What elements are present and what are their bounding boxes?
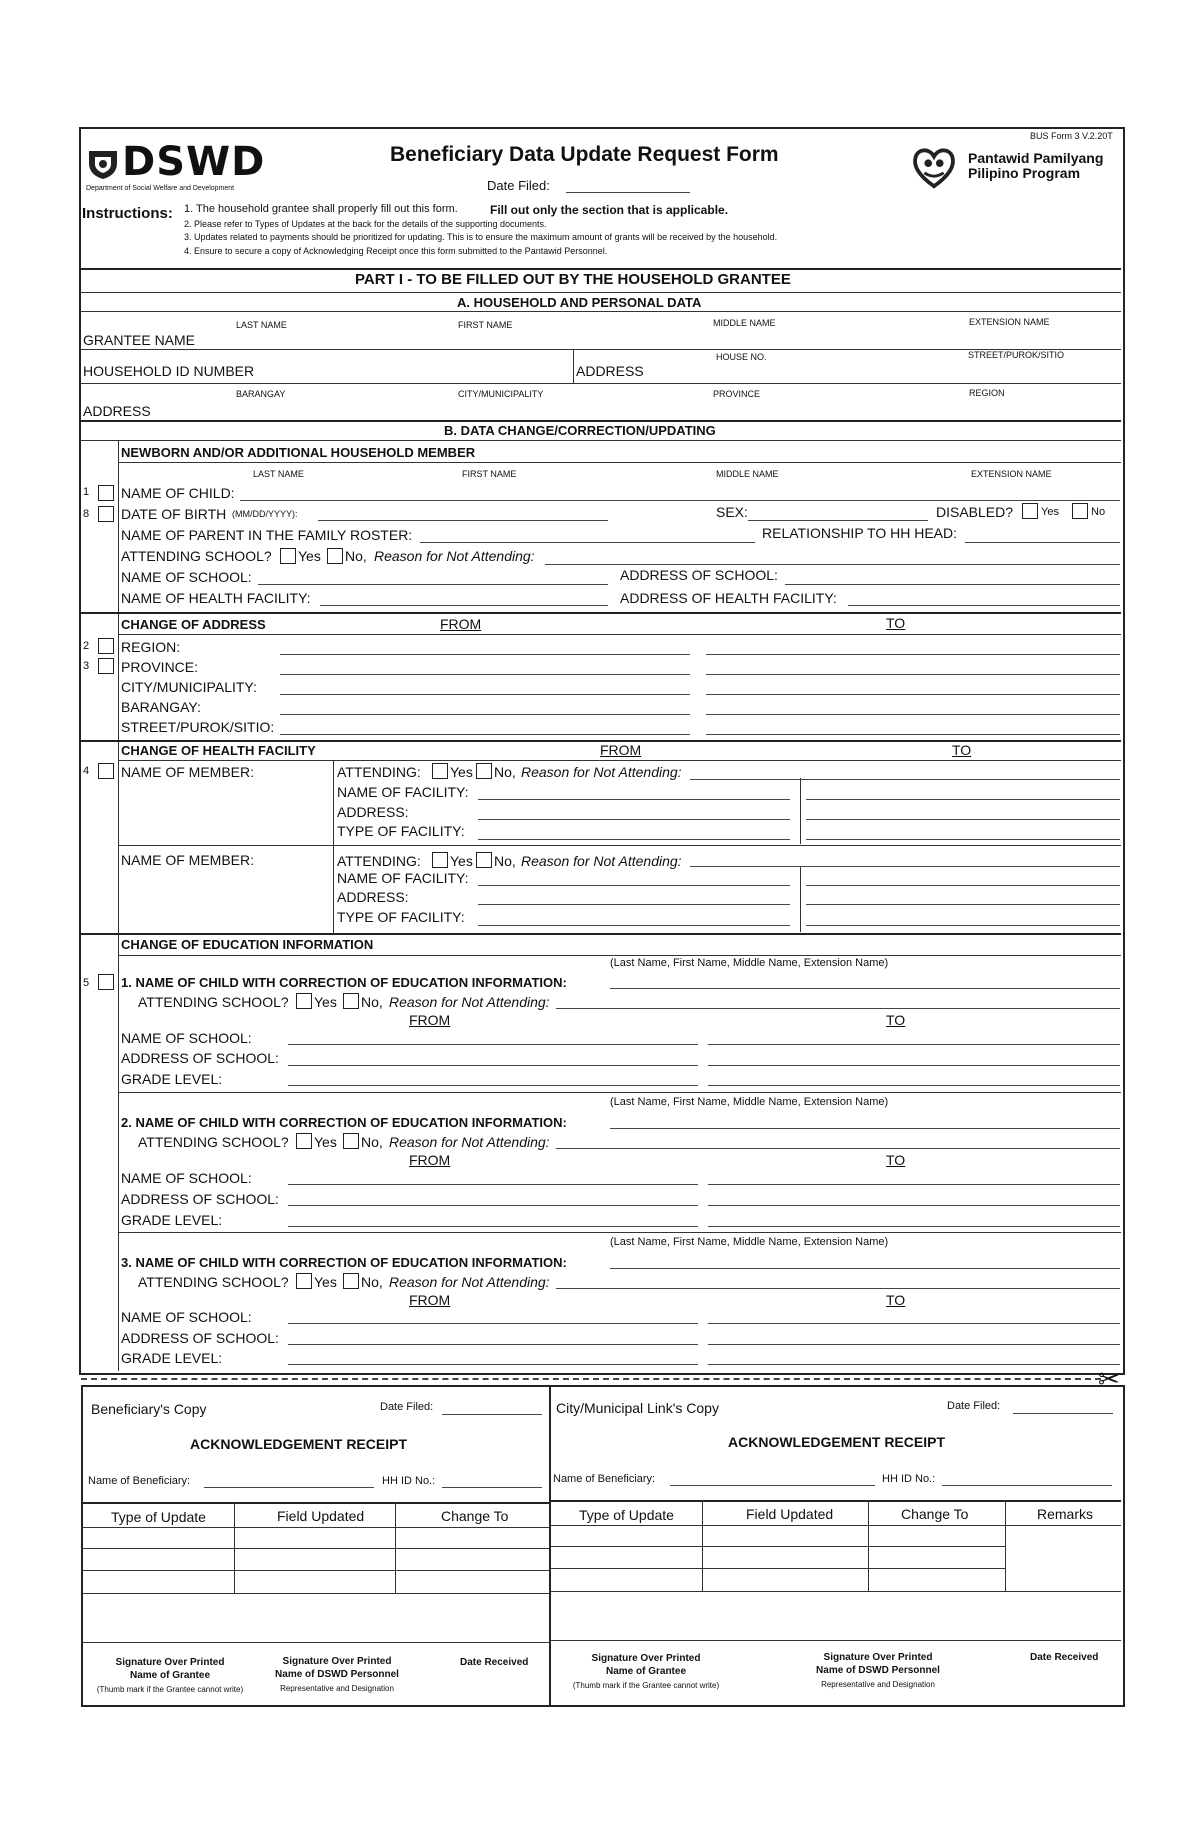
right-col-type: Type of Update bbox=[579, 1507, 674, 1523]
left-col-field: Field Updated bbox=[277, 1508, 365, 1524]
education-change-title: CHANGE OF EDUCATION INFORMATION bbox=[121, 937, 374, 952]
health-address-label: ADDRESS OF HEALTH FACILITY: bbox=[620, 590, 837, 606]
child3-to-label: TO bbox=[886, 1292, 906, 1308]
right-copy-label: City/Municipal Link's Copy bbox=[556, 1400, 719, 1416]
child2-no-label: No, bbox=[361, 1134, 383, 1150]
grantee-name-label: GRANTEE NAME bbox=[83, 332, 196, 348]
newborn-checkbox-8[interactable] bbox=[98, 506, 114, 522]
member2-label: NAME OF MEMBER: bbox=[121, 852, 255, 868]
row-number-1: 1 bbox=[83, 486, 90, 498]
disabled-yes-label: Yes bbox=[1041, 506, 1059, 518]
left-sig2-c: Representative and Designation bbox=[280, 1684, 394, 1693]
left-beneficiary-input[interactable] bbox=[204, 1487, 374, 1488]
addr-col-city: CITY/MUNICIPALITY bbox=[458, 389, 544, 399]
reason-label: Reason for Not Attending: bbox=[374, 548, 535, 564]
member1-no-label: No, bbox=[494, 764, 516, 780]
part1-title: PART I - TO BE FILLED OUT BY THE HOUSEHOLD GRANTEE bbox=[355, 271, 791, 288]
household-id-label: HOUSEHOLD ID NUMBER bbox=[83, 363, 255, 379]
school-address-label: ADDRESS OF SCHOOL: bbox=[620, 567, 778, 583]
child3-title: 3. NAME OF CHILD WITH CORRECTION OF EDUCATION INFORMATION: bbox=[121, 1255, 567, 1270]
child3-yes-checkbox[interactable] bbox=[296, 1273, 312, 1289]
section-b-title: B. DATA CHANGE/CORRECTION/UPDATING bbox=[444, 423, 716, 438]
name-of-child-label: NAME OF CHILD: bbox=[121, 485, 235, 501]
date-filed-label: Date Filed: bbox=[487, 178, 550, 193]
left-sig1-a: Signature Over Printed bbox=[115, 1657, 225, 1668]
right-col-field: Field Updated bbox=[746, 1506, 834, 1522]
left-copy-label: Beneficiary's Copy bbox=[91, 1401, 207, 1417]
address-label: ADDRESS bbox=[576, 363, 644, 379]
addr-col-region: REGION bbox=[969, 388, 1005, 398]
city-label: CITY/MUNICIPALITY: bbox=[121, 679, 257, 695]
relationship-input[interactable] bbox=[965, 542, 1120, 543]
child2-title: 2. NAME OF CHILD WITH CORRECTION OF EDUCATION INFORMATION: bbox=[121, 1115, 567, 1130]
child2-school-label: NAME OF SCHOOL: bbox=[121, 1170, 252, 1186]
child2-name-hint: (Last Name, First Name, Middle Name, Extension Name) bbox=[610, 1096, 889, 1108]
child1-title: 1. NAME OF CHILD WITH CORRECTION OF EDUCATION INFORMATION: bbox=[121, 975, 567, 990]
region-label: REGION: bbox=[121, 639, 181, 655]
addr-col-province: PROVINCE bbox=[713, 389, 761, 399]
child3-no-label: No, bbox=[361, 1274, 383, 1290]
sex-input[interactable] bbox=[748, 520, 928, 521]
attending-yes-checkbox[interactable] bbox=[280, 548, 296, 564]
school-name-input[interactable] bbox=[258, 584, 608, 585]
health-name-input[interactable] bbox=[320, 605, 608, 606]
child1-name-input[interactable] bbox=[610, 988, 1120, 989]
address-from-label: FROM bbox=[440, 616, 482, 632]
attending-no-checkbox[interactable] bbox=[327, 548, 343, 564]
child3-name-hint: (Last Name, First Name, Middle Name, Extension Name) bbox=[610, 1236, 889, 1248]
left-hhid-label: HH ID No.: bbox=[382, 1475, 436, 1487]
left-date-filed-label: Date Filed: bbox=[380, 1401, 434, 1413]
right-sig1-c: (Thumb mark if the Grantee cannot write) bbox=[572, 1681, 720, 1690]
dob-input[interactable] bbox=[318, 520, 608, 521]
member2-facility-label: NAME OF FACILITY: bbox=[337, 870, 469, 886]
relationship-label: RELATIONSHIP TO HH HEAD: bbox=[762, 525, 958, 541]
member2-attending-label: ATTENDING: bbox=[337, 853, 421, 869]
left-sig3: Date Received bbox=[460, 1657, 529, 1668]
sex-label: SEX: bbox=[716, 504, 748, 520]
right-hhid-input[interactable] bbox=[942, 1485, 1112, 1486]
attending-yes-label: Yes bbox=[298, 548, 321, 564]
program-name-2: Pilipino Program bbox=[968, 165, 1081, 181]
child2-grade-label: GRADE LEVEL: bbox=[121, 1212, 223, 1228]
date-filed-line[interactable] bbox=[566, 192, 690, 193]
child1-no-label: No, bbox=[361, 994, 383, 1010]
instruction-1-emphasis: Fill out only the section that is applicable. bbox=[490, 203, 729, 217]
child1-reason-label: Reason for Not Attending: bbox=[389, 994, 550, 1010]
member2-address-label: ADDRESS: bbox=[337, 889, 409, 905]
child2-from-label: FROM bbox=[409, 1152, 451, 1168]
child2-school-addr-label: ADDRESS OF SCHOOL: bbox=[121, 1191, 279, 1207]
form-title: Beneficiary Data Update Request Form bbox=[390, 143, 779, 166]
dswd-shield-icon bbox=[86, 147, 120, 181]
disabled-yes-checkbox[interactable] bbox=[1022, 503, 1038, 519]
child3-reason-label: Reason for Not Attending: bbox=[389, 1274, 550, 1290]
right-col-remarks: Remarks bbox=[1037, 1506, 1094, 1522]
left-sig2-b: Name of DSWD Personnel bbox=[275, 1669, 399, 1680]
school-address-input[interactable] bbox=[785, 584, 1120, 585]
member1-no-checkbox[interactable] bbox=[476, 763, 492, 779]
nb-col-last: LAST NAME bbox=[253, 469, 304, 479]
name-col-ext: EXTENSION NAME bbox=[969, 317, 1050, 327]
row-number-3: 3 bbox=[83, 660, 90, 672]
disabled-no-checkbox[interactable] bbox=[1072, 503, 1088, 519]
cut-line bbox=[81, 1378, 1101, 1380]
child3-from-label: FROM bbox=[409, 1292, 451, 1308]
child3-attending-label: ATTENDING SCHOOL? bbox=[138, 1274, 289, 1290]
left-sig1-b: Name of Grantee bbox=[129, 1670, 211, 1681]
instruction-1: 1. The household grantee shall properly fill out this form. bbox=[184, 203, 458, 215]
row-number-8: 8 bbox=[83, 508, 90, 520]
child2-attending-label: ATTENDING SCHOOL? bbox=[138, 1134, 289, 1150]
left-beneficiary-label: Name of Beneficiary: bbox=[88, 1475, 191, 1487]
left-receipt-title: ACKNOWLEDGEMENT RECEIPT bbox=[190, 1436, 407, 1452]
row-number-2: 2 bbox=[83, 640, 90, 652]
address-change-title: CHANGE OF ADDRESS bbox=[121, 617, 266, 632]
member1-address-label: ADDRESS: bbox=[337, 804, 409, 820]
program-name-1: Pantawid Pamilyang bbox=[968, 150, 1104, 166]
education-checkbox-5[interactable] bbox=[98, 974, 114, 990]
section-a-title: A. HOUSEHOLD AND PERSONAL DATA bbox=[457, 295, 702, 310]
health-checkbox-4[interactable] bbox=[98, 763, 114, 779]
left-sig1-c: (Thumb mark if the Grantee cannot write) bbox=[96, 1685, 244, 1694]
instruction-3: 3. Updates related to payments should be prioritized for updating. This is to ensure the maximum amount of grants will be received by the household. bbox=[184, 232, 778, 242]
address-to-label: TO bbox=[886, 615, 906, 631]
member2-type-label: TYPE OF FACILITY: bbox=[337, 909, 465, 925]
addr-col-barangay: BARANGAY bbox=[236, 389, 286, 399]
name-col-first: FIRST NAME bbox=[458, 320, 513, 330]
child1-name-hint: (Last Name, First Name, Middle Name, Extension Name) bbox=[610, 957, 889, 969]
right-col-change: Change To bbox=[901, 1506, 969, 1522]
form-code: BUS Form 3 V.2.20T bbox=[1030, 131, 1113, 141]
child1-no-checkbox[interactable] bbox=[343, 993, 359, 1009]
child1-grade-label: GRADE LEVEL: bbox=[121, 1071, 223, 1087]
child2-yes-checkbox[interactable] bbox=[296, 1133, 312, 1149]
child2-name-input[interactable] bbox=[610, 1128, 1120, 1129]
right-sig2-a: Signature Over Printed bbox=[823, 1652, 933, 1663]
street-label: STREET/PUROK/SITIO bbox=[968, 350, 1065, 360]
left-col-type: Type of Update bbox=[111, 1509, 206, 1525]
attending-no-label: No, bbox=[345, 548, 367, 564]
right-date-filed-label: Date Filed: bbox=[947, 1400, 1001, 1412]
pantawid-heart-icon bbox=[908, 144, 960, 192]
child1-to-label: TO bbox=[886, 1012, 906, 1028]
child1-school-label: NAME OF SCHOOL: bbox=[121, 1030, 252, 1046]
child2-no-checkbox[interactable] bbox=[343, 1133, 359, 1149]
left-date-filed-input[interactable] bbox=[442, 1414, 542, 1415]
member1-yes-checkbox[interactable] bbox=[432, 763, 448, 779]
province-label: PROVINCE: bbox=[121, 659, 199, 675]
child3-grade-label: GRADE LEVEL: bbox=[121, 1350, 223, 1366]
right-sig2-b: Name of DSWD Personnel bbox=[816, 1665, 940, 1676]
child1-from-label: FROM bbox=[409, 1012, 451, 1028]
newborn-checkbox-1[interactable] bbox=[98, 485, 114, 501]
right-receipt-title: ACKNOWLEDGEMENT RECEIPT bbox=[728, 1434, 945, 1450]
right-sig3: Date Received bbox=[1030, 1652, 1099, 1663]
member1-yes-label: Yes bbox=[450, 764, 473, 780]
member1-facility-label: NAME OF FACILITY: bbox=[337, 784, 469, 800]
disabled-no-label: No bbox=[1091, 506, 1106, 518]
row-number-4: 4 bbox=[83, 765, 90, 777]
left-col-change: Change To bbox=[441, 1508, 509, 1524]
dob-format: (MM/DD/YYYY): bbox=[232, 509, 298, 519]
member1-reason-label: Reason for Not Attending: bbox=[521, 764, 682, 780]
parent-input[interactable] bbox=[420, 542, 755, 543]
child2-yes-label: Yes bbox=[314, 1134, 337, 1150]
agency-subtext: Department of Social Welfare and Development bbox=[86, 185, 235, 192]
member2-no-label: No, bbox=[494, 853, 516, 869]
school-name-label: NAME OF SCHOOL: bbox=[121, 569, 252, 585]
health-to-label: TO bbox=[952, 742, 972, 758]
child2-to-label: TO bbox=[886, 1152, 906, 1168]
scissors-icon: ✂ bbox=[1098, 1364, 1120, 1394]
member2-no-checkbox[interactable] bbox=[476, 852, 492, 868]
left-hhid-input[interactable] bbox=[442, 1487, 542, 1488]
name-col-middle: MIDDLE NAME bbox=[713, 318, 776, 328]
member2-yes-label: Yes bbox=[450, 853, 473, 869]
child3-school-label: NAME OF SCHOOL: bbox=[121, 1309, 252, 1325]
nb-col-ext: EXTENSION NAME bbox=[971, 469, 1052, 479]
member1-label: NAME OF MEMBER: bbox=[121, 764, 255, 780]
street-field-label: STREET/PUROK/SITIO: bbox=[121, 719, 275, 735]
child3-no-checkbox[interactable] bbox=[343, 1273, 359, 1289]
child2-reason-label: Reason for Not Attending: bbox=[389, 1134, 550, 1150]
dob-label: DATE OF BIRTH bbox=[121, 506, 227, 522]
left-sig2-a: Signature Over Printed bbox=[282, 1656, 392, 1667]
health-name-label: NAME OF HEALTH FACILITY: bbox=[121, 590, 311, 606]
right-beneficiary-label: Name of Beneficiary: bbox=[553, 1473, 656, 1485]
house-no-label: HOUSE NO. bbox=[716, 352, 767, 362]
reason-input[interactable] bbox=[545, 564, 1120, 565]
nb-col-first: FIRST NAME bbox=[462, 469, 517, 479]
right-sig2-c: Representative and Designation bbox=[821, 1680, 935, 1689]
row-number-5: 5 bbox=[83, 977, 90, 989]
member1-type-label: TYPE OF FACILITY: bbox=[337, 823, 465, 839]
child3-school-addr-label: ADDRESS OF SCHOOL: bbox=[121, 1330, 279, 1346]
address-row-label: ADDRESS bbox=[83, 403, 151, 419]
instruction-2: 2. Please refer to Types of Updates at the back for the details of the supporting documents. bbox=[184, 219, 547, 229]
child1-yes-label: Yes bbox=[314, 994, 337, 1010]
address-checkbox-3[interactable] bbox=[98, 658, 114, 674]
nb-col-middle: MIDDLE NAME bbox=[716, 469, 779, 479]
health-from-label: FROM bbox=[600, 742, 642, 758]
right-sig1-a: Signature Over Printed bbox=[591, 1653, 701, 1664]
child3-yes-label: Yes bbox=[314, 1274, 337, 1290]
child3-name-input[interactable] bbox=[610, 1268, 1120, 1269]
member2-reason-label: Reason for Not Attending: bbox=[521, 853, 682, 869]
disabled-label: DISABLED? bbox=[936, 504, 1014, 520]
barangay-label: BARANGAY: bbox=[121, 699, 201, 715]
health-address-input[interactable] bbox=[848, 605, 1120, 606]
newborn-title: NEWBORN AND/OR ADDITIONAL HOUSEHOLD MEMBER bbox=[121, 445, 476, 460]
health-change-title: CHANGE OF HEALTH FACILITY bbox=[121, 743, 316, 758]
child1-yes-checkbox[interactable] bbox=[296, 993, 312, 1009]
right-date-filed-input[interactable] bbox=[1013, 1413, 1113, 1414]
agency-logo-text: DSWD bbox=[122, 139, 266, 185]
right-beneficiary-input[interactable] bbox=[670, 1485, 875, 1486]
member1-attending-label: ATTENDING: bbox=[337, 764, 421, 780]
right-hhid-label: HH ID No.: bbox=[882, 1473, 936, 1485]
instruction-4: 4. Ensure to secure a copy of Acknowledging Receipt once this form submitted to the Pantawid Personnel. bbox=[184, 246, 608, 256]
address-checkbox-2[interactable] bbox=[98, 638, 114, 654]
instructions-label: Instructions: bbox=[82, 205, 173, 222]
parent-label: NAME OF PARENT IN THE FAMILY ROSTER: bbox=[121, 527, 413, 543]
child1-attending-label: ATTENDING SCHOOL? bbox=[138, 994, 289, 1010]
member2-yes-checkbox[interactable] bbox=[432, 852, 448, 868]
child1-school-addr-label: ADDRESS OF SCHOOL: bbox=[121, 1050, 279, 1066]
name-col-last: LAST NAME bbox=[236, 320, 287, 330]
attending-school-label: ATTENDING SCHOOL? bbox=[121, 548, 272, 564]
right-sig1-b: Name of Grantee bbox=[605, 1666, 687, 1677]
